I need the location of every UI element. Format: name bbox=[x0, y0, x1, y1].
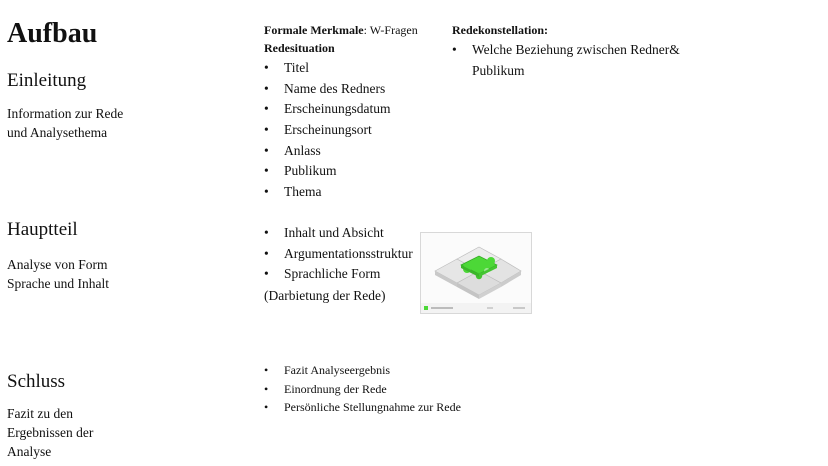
hauptteil-line-2: Sprache und Inhalt bbox=[7, 276, 109, 291]
list-item: • Fazit Analyseergebnis bbox=[264, 361, 461, 380]
list-item: • Erscheinungsort bbox=[264, 120, 390, 141]
list-item: • Argumentationsstruktur bbox=[264, 244, 413, 265]
list-item: • Sprachliche Form bbox=[264, 264, 413, 285]
schluss-line-2: Ergebnissen der bbox=[7, 425, 94, 440]
list-item: • Thema bbox=[264, 182, 390, 203]
list-item: • Name des Redners bbox=[264, 79, 390, 100]
schluss-list bbox=[264, 361, 461, 417]
list-item: • Anlass bbox=[264, 141, 390, 162]
list-item: • Welche Beziehung zwischen Redner& Publikum bbox=[452, 39, 702, 81]
puzzle-icon bbox=[421, 233, 531, 313]
page-title: Aufbau bbox=[7, 18, 98, 49]
hauptteil-line-1: Analyse von Form bbox=[7, 257, 108, 272]
list-item: • Titel bbox=[264, 58, 390, 79]
list-item: • Persönliche Stellungnahme zur Rede bbox=[264, 398, 461, 417]
formal-features-value: : W-Fragen bbox=[363, 23, 418, 37]
einleitung-line-1: Information zur Rede bbox=[7, 106, 124, 121]
hauptteil-description bbox=[7, 255, 109, 293]
einleitung-line-2: und Analysethema bbox=[7, 125, 108, 140]
redesituation-list bbox=[264, 58, 390, 203]
list-item: • Einordnung der Rede bbox=[264, 380, 461, 399]
redesituation-heading: Redesituation bbox=[264, 41, 335, 55]
schluss-line-1: Fazit zu den bbox=[7, 406, 73, 421]
schluss-heading: Schluss bbox=[7, 371, 66, 392]
schluss-description bbox=[7, 404, 93, 461]
einleitung-heading: Einleitung bbox=[7, 70, 87, 91]
list-item: • Erscheinungsdatum bbox=[264, 99, 390, 120]
redekonstellation-list bbox=[452, 39, 702, 81]
schluss-line-3: Analyse bbox=[7, 444, 52, 459]
einleitung-description bbox=[7, 104, 123, 142]
list-item: • Publikum bbox=[264, 161, 390, 182]
formal-features-line bbox=[264, 23, 418, 38]
hauptteil-heading: Hauptteil bbox=[7, 219, 78, 240]
formal-features-label: Formale Merkmale bbox=[264, 23, 364, 37]
redekonstellation-heading: Redekonstellation: bbox=[452, 23, 548, 37]
puzzle-illustration bbox=[420, 232, 532, 314]
list-item: • Inhalt und Absicht bbox=[264, 223, 413, 244]
hauptteil-list bbox=[264, 223, 413, 285]
hauptteil-note: (Darbietung der Rede) bbox=[264, 288, 386, 303]
